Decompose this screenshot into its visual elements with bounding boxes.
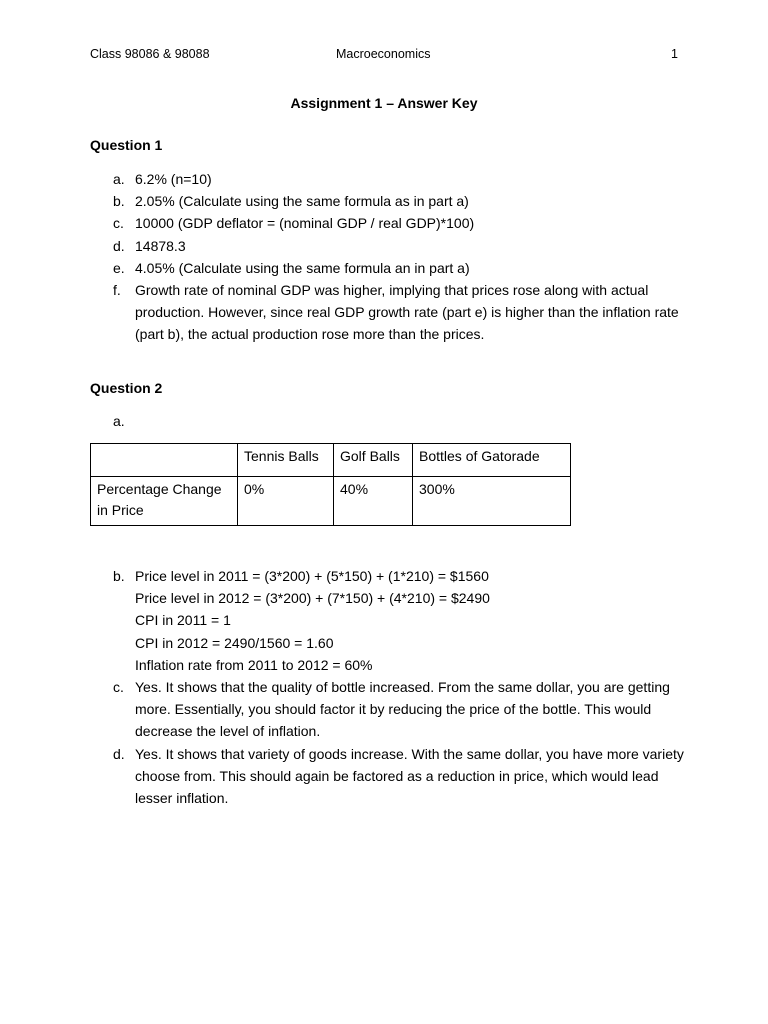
table-header-cell: Bottles of Gatorade bbox=[413, 444, 571, 477]
question-1-answers bbox=[113, 168, 688, 346]
list-marker: b. bbox=[113, 193, 125, 210]
answer-text: Growth rate of nominal GDP was higher, implying that prices rose along with actual production. However, since real GDP growth rate (part e) is higher than the inflation rate (part b), the actual production rose more than the prices. bbox=[135, 282, 679, 343]
answer-text: 2.05% (Calculate using the same formula as in part a) bbox=[135, 193, 469, 210]
list-marker: c. bbox=[113, 215, 124, 232]
list-marker: f. bbox=[113, 282, 121, 299]
list-marker: a. bbox=[113, 171, 125, 187]
list-item bbox=[113, 743, 688, 810]
answer-text: 14878.3 bbox=[135, 237, 186, 254]
question-2-answers bbox=[113, 565, 688, 809]
list-marker: d. bbox=[113, 745, 125, 762]
answer-line: CPI in 2012 = 2490/1560 = 1.60 bbox=[135, 634, 334, 651]
price-change-table bbox=[90, 443, 571, 526]
list-marker: b. bbox=[113, 568, 125, 584]
answer-line: Inflation rate from 2011 to 2012 = 60% bbox=[135, 656, 373, 673]
list-item bbox=[113, 279, 688, 346]
answer-text: 4.05% (Calculate using the same formula an in part a) bbox=[135, 259, 470, 276]
list-item bbox=[113, 190, 688, 212]
table-row bbox=[91, 477, 571, 526]
document-title: Assignment 1 – Answer Key bbox=[290, 95, 478, 111]
table-header-cell: Golf Balls bbox=[334, 444, 413, 477]
answer-text: Yes. It shows that variety of goods increase. With the same dollar, you have more variety choose from. This should again be factored as a reduction in price, which would lead lesser inflation. bbox=[135, 745, 684, 807]
table-cell: 0% bbox=[238, 477, 334, 526]
table-header-cell bbox=[91, 444, 238, 477]
list-item bbox=[113, 235, 688, 257]
answer-line: Price level in 2012 = (3*200) + (7*150) + (4*210) = $2490 bbox=[135, 590, 490, 607]
question-1-heading: Question 1 bbox=[90, 137, 163, 153]
table-row-label: Percentage Change in Price bbox=[91, 477, 238, 526]
list-item bbox=[113, 257, 688, 279]
table-cell: 300% bbox=[413, 477, 571, 526]
answer-text: Yes. It shows that the quality of bottle increased. From the same dollar, you are getting more. Essentially, you should factor it by reducing the price of the bottle. This would decrease the level of inflation. bbox=[135, 679, 670, 740]
list-marker: d. bbox=[113, 237, 125, 254]
answer-text: 6.2% (n=10) bbox=[135, 171, 212, 187]
page-header bbox=[90, 47, 678, 65]
question-2-heading: Question 2 bbox=[90, 380, 163, 396]
list-marker: e. bbox=[113, 259, 125, 276]
answer-line: Price level in 2011 = (3*200) + (5*150) + (1*210) = $1560 bbox=[135, 568, 489, 584]
header-page-number: 1 bbox=[671, 47, 678, 61]
list-marker: c. bbox=[113, 679, 124, 696]
list-item bbox=[113, 168, 688, 190]
table-cell: 40% bbox=[334, 477, 413, 526]
list-item bbox=[113, 212, 688, 234]
answer-text: 10000 (GDP deflator = (nominal GDP / real GDP)*100) bbox=[135, 215, 475, 232]
table-header-row bbox=[91, 444, 571, 477]
answer-line: CPI in 2011 = 1 bbox=[135, 612, 231, 629]
header-course: Macroeconomics bbox=[336, 47, 431, 61]
question-2-part-a-marker: a. bbox=[113, 413, 125, 429]
list-item bbox=[113, 676, 688, 743]
table-header-cell: Tennis Balls bbox=[238, 444, 334, 477]
header-class: Class 98086 & 98088 bbox=[90, 47, 210, 61]
list-item bbox=[113, 565, 688, 676]
